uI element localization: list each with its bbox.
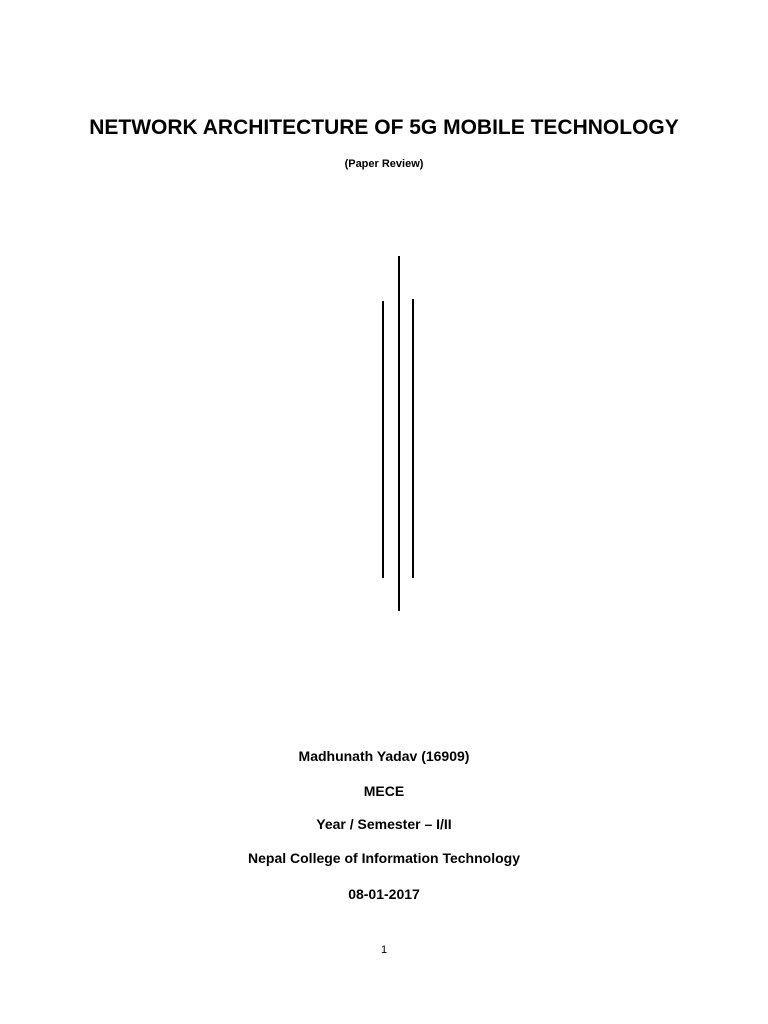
year-semester: Year / Semester – I/II — [316, 816, 452, 832]
institution-name: Nepal College of Information Technology — [248, 850, 520, 866]
document-date: 08-01-2017 — [348, 886, 420, 902]
document-subtitle: (Paper Review) — [344, 158, 424, 170]
program-name: MECE — [363, 783, 405, 799]
decorative-vertical-line-right — [412, 299, 414, 578]
page-number: 1 — [380, 944, 388, 956]
decorative-vertical-line-center — [398, 256, 400, 611]
decorative-vertical-line-left — [382, 301, 384, 578]
author-name: Madhunath Yadav (16909) — [298, 748, 470, 764]
document-title: NETWORK ARCHITECTURE OF 5G MOBILE TECHNOLOGY — [89, 116, 679, 139]
